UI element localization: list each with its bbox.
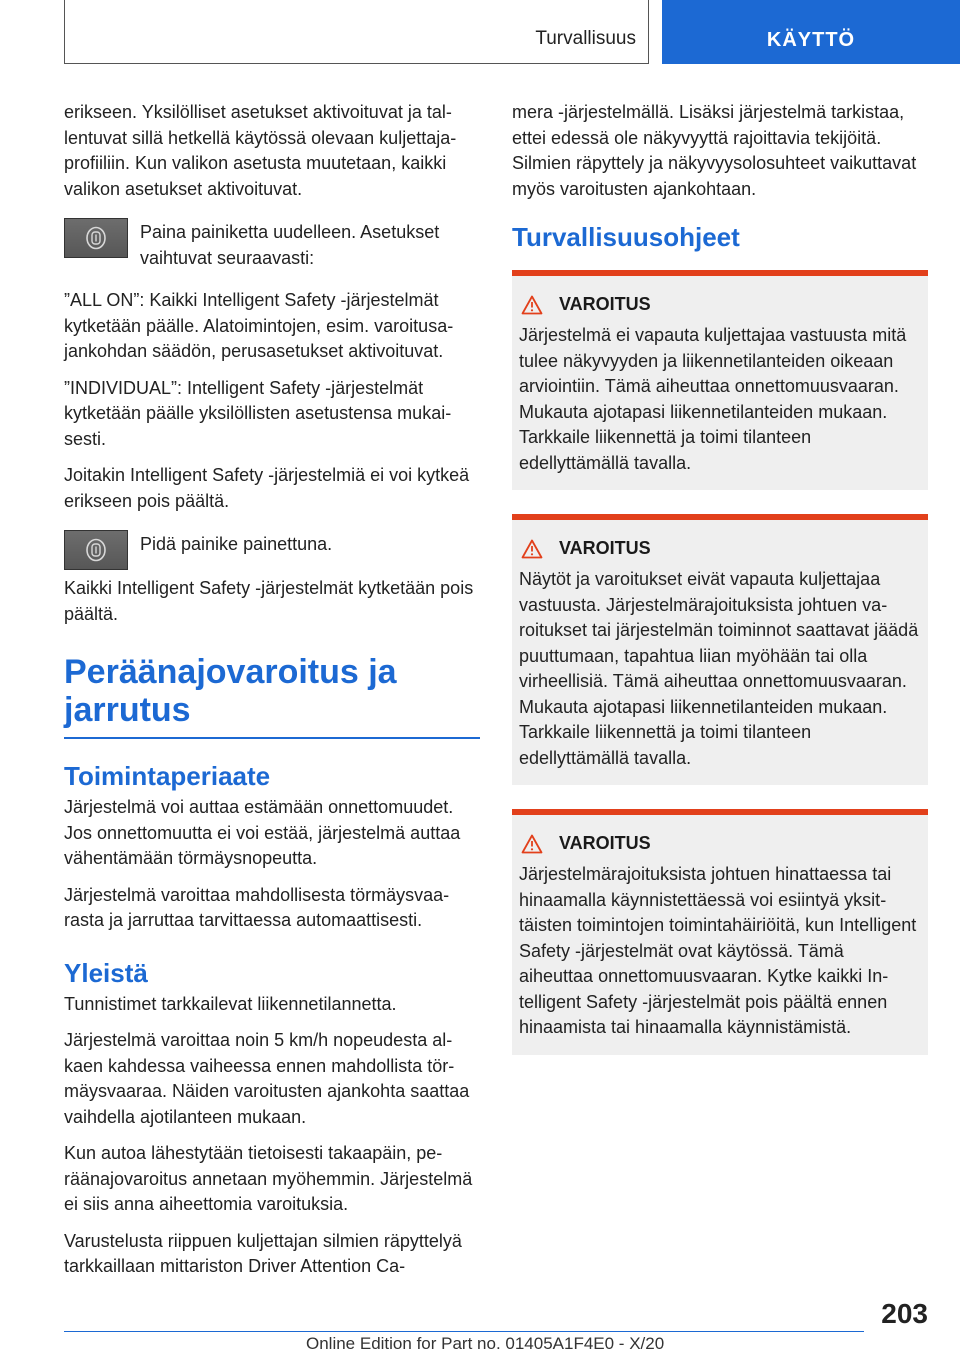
warning-box [512, 514, 928, 785]
warning-title: VAROITUS [559, 294, 651, 314]
paragraph: Järjestelmä varoittaa noin 5 km/h nopeudesta alkaen kahdessa vaiheessa ennen mahdollista törmäysvaaraa. Näiden varoitusten ajankohta saattaa vaihdella ajotilanteen mukaan. [64, 1030, 470, 1127]
warning-text: Järjestelmä ei vapauta kuljettajaa vastuusta mitä tulee näkyvyyden ja liikennetilanteiden oikeaan arviointiin. Tämä aiheuttaa onnettomuusvaaran. Mukauta ajotapasi liikennetilanteiden mukaan. Tarkkaile liikennettä ja toimi tilanteen edellyttämällä tavalla. [519, 325, 907, 473]
warning-title: VAROITUS [559, 538, 651, 558]
footer-divider [64, 1331, 864, 1332]
button-instruction-text: Pidä painike painettuna. [140, 534, 333, 554]
page-number: 203 [881, 1298, 928, 1329]
paragraph: ”INDIVIDUAL”: Intelligent Safety -järjestelmät kytketään päälle yksilöllisten asetustensa mukaisesti. [64, 377, 452, 449]
warning-triangle-icon [521, 834, 543, 854]
paragraph: Järjestelmä varoittaa mahdollisesta törmäysvaarasta ja jarruttaa tarvittaessa automaattisesti. [64, 884, 450, 930]
button-instruction-text: Paina painiketta uudelleen. Asetukset vaihtuvat seuraavasti: [140, 222, 440, 268]
subsection-heading: Toimintaperiaate [64, 761, 271, 791]
paragraph: Kaikki Intelligent Safety -järjestelmät kytketään pois päältä. [64, 578, 474, 624]
warning-text: Näytöt ja varoitukset eivät vapauta kuljettajaa vastuusta. Järjestelmärajoituksista johtuen varoitukset tai järjestelmän toiminnot saattavat jäädä puuttumaan, tapahtua liian myöhään tai olla virheellisiä. Tämä aiheuttaa onnettomuusvaaran. Mukauta ajotapasi liikennetilanteiden mukaan. Tarkkaile liikennettä ja toimi tilanteen edellyttämällä tavalla. [519, 569, 919, 768]
header-section-box [64, 0, 649, 64]
right-column [512, 100, 928, 1067]
subsection-heading: Turvallisuusohjeet [512, 222, 740, 252]
paragraph: Varustelusta riippuen kuljettajan silmien räpyttelyä tarkkaillaan mittariston Driver Attention Ca- [64, 1230, 462, 1276]
intelligent-safety-button-icon [64, 218, 128, 258]
button-instruction [64, 220, 480, 282]
subsection-heading: Yleistä [64, 957, 148, 988]
warning-box [512, 809, 928, 1055]
page-header [0, 0, 960, 64]
header-section-title: Turvallisuus [535, 28, 636, 49]
paragraph: Joitakin Intelligent Safety -järjestelmiä ei voi kytkeä erikseen pois päältä. [64, 465, 470, 511]
warning-triangle-icon [521, 539, 543, 559]
paragraph: Kun autoa lähestytään tietoisesti takaapäin, peräänajovaroitus annetaan myöhemmin. Järjestelmä ei siis anna aiheettomia varoituksia. [64, 1143, 473, 1214]
paragraph: Tunnistimet tarkkailevat liikennetilannetta. [64, 993, 397, 1014]
paragraph: erikseen. Yksilölliset asetukset aktivoituvat ja tallentuvat sillä hetkellä käytössä olevaan kuljettajaprofiiliin. Kun valikon asetusta muutetaan, kaikki valikon asetukset aktivoituvat. [64, 102, 457, 199]
paragraph: Järjestelmä voi auttaa estämään onnettomuudet. Jos onnettomuutta ei voi estää, järjestelmä auttaa vähentämään törmäysnopeutta. [64, 797, 461, 868]
warning-title: VAROITUS [559, 833, 651, 853]
warning-text: Järjestelmärajoituksista johtuen hinattaessa tai hinaamalla käynnistettäessä voi esiintyä yksittäisten toimintojen toimintahäiriöitä, kun Intelligent Safety -järjestelmät ovat käytössä. Tämä aiheuttaa onnettomuusvaaran. Kytke kaikki Intelligent Safety -järjestelmät pois päältä ennen hinaamista tai hinaamalla käynnistämistä. [519, 864, 917, 1037]
footer-edition: Online Edition for Part no. 01405A1F4E0 - X/20 [306, 1334, 665, 1353]
header-chapter-tab: KÄYTTÖ [662, 0, 960, 64]
paragraph: mera -järjestelmällä. Lisäksi järjestelmä tarkistaa, ettei edessä ole näkyvyyttä rajoittavia tekijöitä. Silmien räpyttely ja näkyvyysolosuhteet vaikuttavat myös varoitusten ajankohtaan. [512, 102, 917, 199]
warning-box [512, 270, 928, 490]
paragraph: ”ALL ON”: Kaikki Intelligent Safety -järjestelmät kytketään päälle. Alatoimintojen, esim. varoitusajankohdan säädön, perusasetukset aktivoituvat. [64, 290, 454, 361]
left-column [64, 100, 480, 1291]
warning-triangle-icon [521, 295, 543, 315]
section-heading: Peräänajovaroitus ja jarrutus [64, 653, 480, 739]
button-instruction [64, 532, 480, 570]
intelligent-safety-button-icon [64, 530, 128, 570]
